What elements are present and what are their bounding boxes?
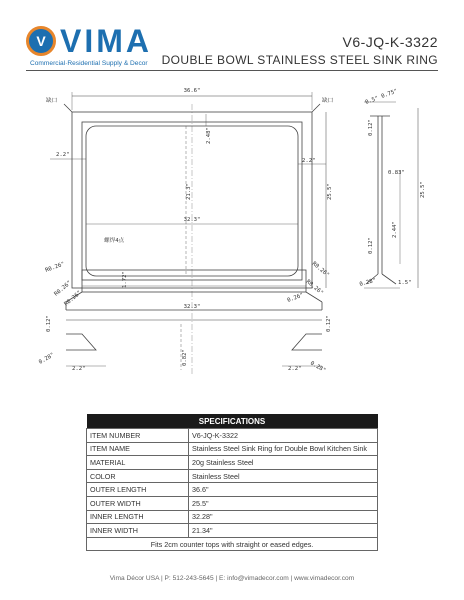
dim-radius-right-1: R0.26" [310, 260, 331, 279]
spec-label: COLOR [87, 469, 189, 483]
spec-value: 25.5" [189, 496, 378, 510]
dim-bottom-left-a: 0.12" [46, 315, 52, 332]
dim-bottom-left-c: 2.2" [72, 366, 86, 372]
spec-value: V6-JQ-K-3322 [189, 429, 378, 443]
logo-tagline: Commercial·Residential Supply & Decor [30, 60, 148, 67]
spec-value: 36.6" [189, 483, 378, 497]
dim-front-height: 1.72" [122, 271, 128, 288]
dim-overall-width: 36.6" [183, 88, 201, 94]
spec-note: Fits 2cm counter tops with straight or eased edges. [87, 537, 378, 551]
dim-overall-height: 25.5" [327, 183, 333, 200]
technical-drawing [26, 74, 446, 390]
spec-row [87, 496, 378, 510]
dim-radius-right-2: R0.26" [304, 278, 325, 297]
spec-note-row [87, 537, 378, 551]
dim-side-height: 25.5" [420, 181, 426, 198]
dim-radius-left-1: R0.26" [44, 261, 66, 274]
dim-side-lip: 0.12" [368, 237, 374, 254]
dim-bottom-left-b: 0.28" [38, 352, 56, 366]
dim-inner-width: 32.3" [183, 217, 201, 223]
specifications-heading: SPECIFICATIONS [87, 414, 378, 429]
header-rule [26, 70, 438, 71]
product-title: DOUBLE BOWL STAINLESS STEEL SINK RING [161, 53, 438, 67]
logo-badge: V [26, 26, 56, 56]
dim-side-lower: 2.44" [392, 221, 398, 238]
spec-label: OUTER LENGTH [87, 483, 189, 497]
spec-label: ITEM NAME [87, 442, 189, 456]
spec-value: 20g Stainless Steel [189, 456, 378, 470]
dim-side-thickness: 0.12" [368, 119, 374, 136]
spec-value: 21.34" [189, 524, 378, 538]
spec-value: Stainless Steel [189, 469, 378, 483]
dim-side-offset-right: 2.2" [302, 158, 316, 164]
brand-logo [26, 22, 152, 72]
notch-label-left: 缺口 [46, 98, 58, 104]
front-section-profile [82, 270, 306, 292]
dim-side-inner: 0.83" [388, 170, 405, 176]
spec-row [87, 469, 378, 483]
footer-contact: Vima Décor USA | P: 512-243-5645 | E: info@vimadecor.com | www.vimadecor.com [109, 575, 355, 582]
spec-value: 32.28" [189, 510, 378, 524]
dim-bottom-right-b: 0.28" [309, 360, 327, 375]
weld-note: 螺焊4点 [104, 238, 125, 244]
dim-radius-left-3: R0.26" [63, 289, 83, 308]
spec-label: MATERIAL [87, 456, 189, 470]
model-number: V6-JQ-K-3322 [342, 34, 438, 50]
dim-bottom-center: 0.82" [182, 349, 188, 366]
dim-side-offset-left: 2.2" [56, 152, 70, 158]
spec-label: INNER LENGTH [87, 510, 189, 524]
spec-row [87, 456, 378, 470]
spec-label: INNER WIDTH [87, 524, 189, 538]
dim-side-foot-a: 0.28" [358, 277, 377, 288]
dim-side-top-a: 0.5" [364, 95, 380, 106]
spec-row [87, 429, 378, 443]
dim-side-top-b: 0.75" [380, 88, 399, 100]
logo-wordmark: VIMA [60, 23, 152, 59]
dim-inner-top-offset: 2.48" [206, 127, 212, 144]
dim-side-foot-b: 1.5" [398, 280, 412, 286]
dim-inner-height: 21.3" [186, 183, 192, 200]
spec-row [87, 524, 378, 538]
spec-row [87, 510, 378, 524]
dim-bottom-right-c: 2.2" [288, 366, 302, 372]
spec-label: OUTER WIDTH [87, 496, 189, 510]
dim-angle-right: 0.26" [286, 292, 305, 304]
spec-row [87, 442, 378, 456]
spec-value: Stainless Steel Sink Ring for Double Bowl Kitchen Sink [189, 442, 378, 456]
spec-label: ITEM NUMBER [87, 429, 189, 443]
notch-label-right: 缺口 [322, 98, 334, 104]
dim-bottom-right-a: 0.12" [326, 315, 332, 332]
specifications-table [86, 414, 378, 551]
dim-radius-left-2: R0.26" [53, 279, 73, 298]
dim-front-width: 32.3" [183, 304, 201, 310]
spec-row [87, 483, 378, 497]
